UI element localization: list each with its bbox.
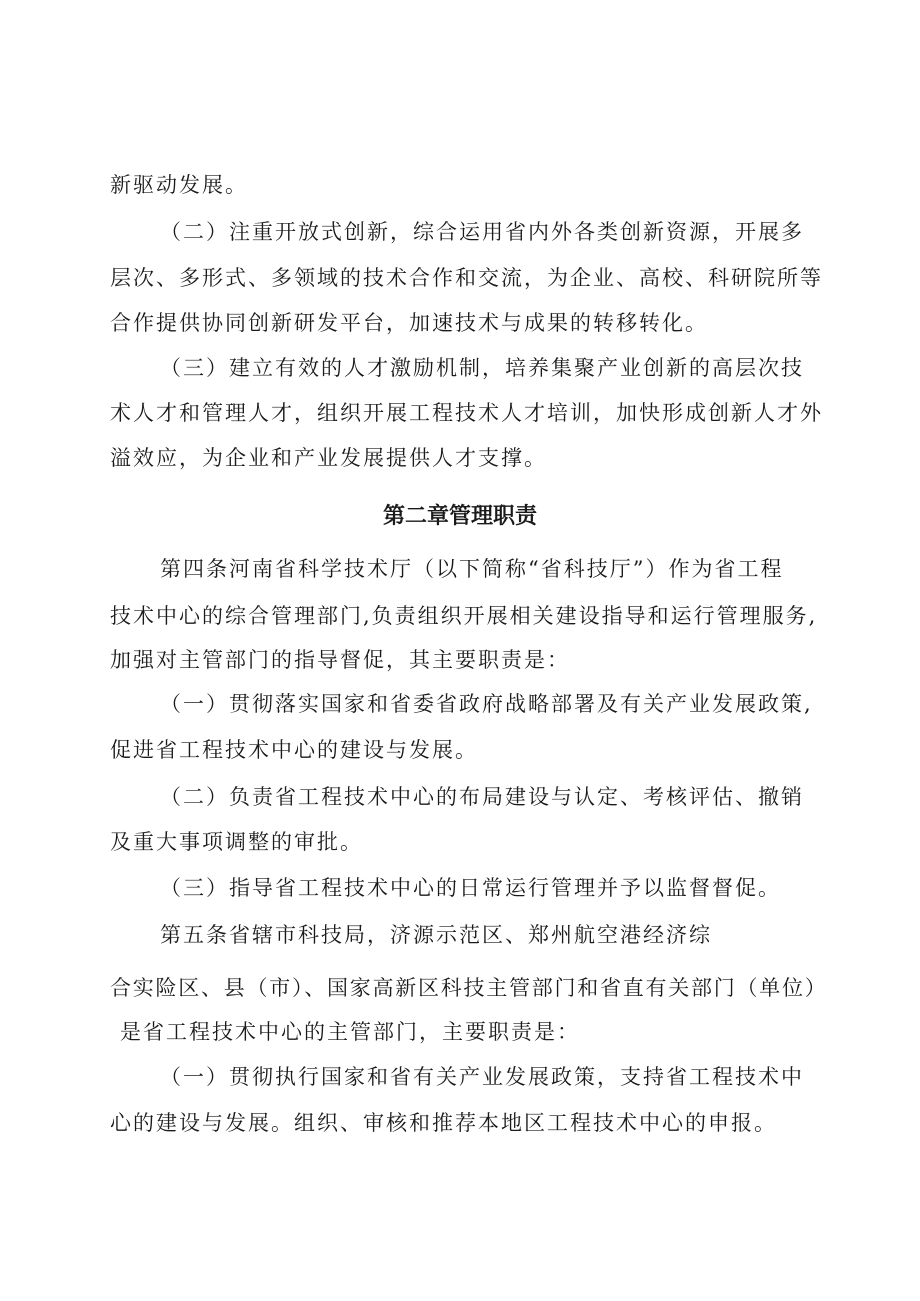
text-line: （一）贯彻落实国家和省委省政府战略部署及有关产业发展政策,: [160, 692, 813, 716]
text-line: 是省工程技术中心的主管部门，主要职责是：: [120, 1020, 580, 1044]
text-line: 溢效应，为企业和产业发展提供人才支撑。: [110, 446, 547, 470]
text-line: 新驱动发展。: [110, 173, 248, 197]
text-line: 合实险区、县（市）、国家高新区科技主管部门和省直有关部门（单位）: [110, 976, 828, 1000]
chapter-heading: 第二章管理职责: [382, 504, 537, 529]
text-line: 第五条省辖市科技局，济源示范区、郑州航空港经济综: [160, 923, 712, 947]
text-line: （一）贯彻执行国家和省有关产业发展政策，支持省工程技术中: [160, 1065, 804, 1089]
text-line: 合作提供协同创新研发平台，加速技术与成果的转移转化。: [110, 311, 708, 335]
text-line: （二）注重开放式创新，综合运用省内外各类创新资源，开展多: [160, 220, 804, 244]
text-line: 促进省工程技术中心的建设与发展。: [110, 738, 478, 762]
text-line: （三）指导省工程技术中心的日常运行管理并予以监督督促。: [160, 876, 781, 900]
text-line: 及重大事项调整的审批。: [110, 830, 363, 854]
text-line: 加强对主管部门的指导督促，其主要职责是：: [110, 648, 570, 672]
text-line: 心的建设与发展。组织、审核和推荐本地区工程技术中心的申报。: [110, 1111, 777, 1135]
text-line: 技术中心的综合管理部门,负责组织开展相关建设指导和运行管理服务,: [110, 604, 818, 628]
text-line: （三）建立有效的人才激励机制，培养集聚产业创新的高层次技: [160, 356, 804, 380]
text-line: 第四条河南省科学技术厅（以下简称“省科技厅”）作为省工程: [160, 557, 784, 581]
text-line: （二）负责省工程技术中心的布局建设与认定、考核评估、撤销: [160, 785, 804, 809]
text-line: 术人才和管理人才，组织开展工程技术人才培训，加快形成创新人才外: [110, 401, 823, 425]
text-line: 层次、多形式、多领域的技术合作和交流，为企业、高校、科研院所等: [110, 266, 823, 290]
